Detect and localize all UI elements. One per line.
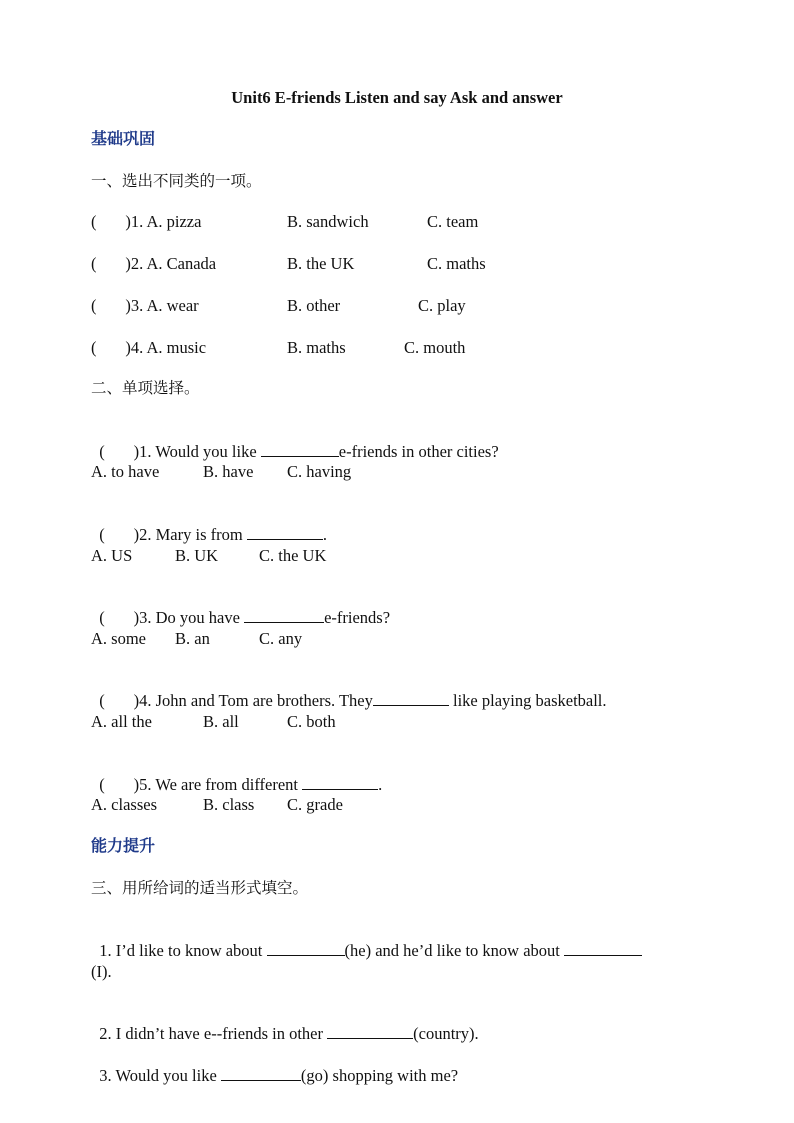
q4-option-c: C. both xyxy=(287,712,336,731)
item-number-option-a: ( )1. A. pizza xyxy=(91,212,202,231)
q2-option-b: B. UK xyxy=(175,546,219,565)
option-c: C. play xyxy=(418,296,466,315)
answer-blank[interactable] xyxy=(327,1023,413,1039)
question-text: ( )4. John and Tom are brothers. They xyxy=(99,691,373,710)
q1-option-b: B. have xyxy=(203,462,254,481)
question-text-end: e-friends? xyxy=(324,608,391,627)
part3-item-2 xyxy=(91,1003,479,1044)
option-c: C. maths xyxy=(427,254,486,273)
answer-blank[interactable] xyxy=(247,524,323,540)
q4-option-a: A. all the xyxy=(91,712,152,731)
q3-option-a: A. some xyxy=(91,629,146,648)
part2-question-1 xyxy=(91,421,499,462)
question-text-end: e-friends in other cities? xyxy=(338,442,499,461)
answer-blank[interactable] xyxy=(302,774,378,790)
section-heading-improve: 能力提升 xyxy=(91,836,156,855)
option-c: C. mouth xyxy=(404,338,466,357)
q3-option-c: C. any xyxy=(259,629,303,648)
question-text: ( )1. Would you like xyxy=(99,442,261,461)
question-text-end: . xyxy=(378,775,383,794)
part1-heading: 一、选出不同类的一项。 xyxy=(91,172,262,190)
q5-option-b: B. class xyxy=(203,795,255,814)
part2-question-5 xyxy=(91,754,382,795)
q1-option-c: C. having xyxy=(287,462,352,481)
item-text: 2. I didn’t have e--friends in other xyxy=(99,1024,328,1043)
part3-heading: 三、用所给词的适当形式填空。 xyxy=(91,879,309,897)
worksheet-title: Unit6 E-friends Listen and say Ask and answer xyxy=(231,88,563,107)
item-number-option-a: ( )3. A. wear xyxy=(91,296,199,315)
item-number-option-a: ( )2. A. Canada xyxy=(91,254,217,273)
option-c: C. team xyxy=(427,212,479,231)
item-text: 1. I’d like to know about xyxy=(99,941,267,960)
q2-option-c: C. the UK xyxy=(259,546,327,565)
option-b: B. sandwich xyxy=(287,212,369,231)
question-text-end: . xyxy=(322,525,327,544)
question-text-end: like playing basketball. xyxy=(448,691,607,710)
item-text-end: (country). xyxy=(413,1024,479,1043)
part2-question-3 xyxy=(91,587,390,628)
option-b: B. other xyxy=(287,296,341,315)
q1-option-a: A. to have xyxy=(91,462,160,481)
answer-blank[interactable] xyxy=(373,690,449,706)
option-b: B. maths xyxy=(287,338,346,357)
q3-option-b: B. an xyxy=(175,629,210,648)
item-text: 3. Would you like xyxy=(99,1066,221,1085)
part2-question-4 xyxy=(91,670,607,711)
part3-item-3 xyxy=(91,1045,458,1086)
question-text: ( )3. Do you have xyxy=(99,608,245,627)
item-text-end: (go) shopping with me? xyxy=(300,1066,459,1085)
answer-blank[interactable] xyxy=(244,607,324,623)
option-b: B. the UK xyxy=(287,254,355,273)
part2-heading: 二、单项选择。 xyxy=(91,379,200,397)
question-text: ( )2. Mary is from xyxy=(99,525,247,544)
part3-item-1 xyxy=(91,920,642,961)
question-text: ( )5. We are from different xyxy=(99,775,303,794)
q5-option-a: A. classes xyxy=(91,795,157,814)
answer-blank[interactable] xyxy=(564,940,642,956)
item-number-option-a: ( )4. A. music xyxy=(91,338,207,357)
item-text-mid: (he) and he’d like to know about xyxy=(344,941,564,960)
q2-option-a: A. US xyxy=(91,546,133,565)
section-heading-basic: 基础巩固 xyxy=(91,129,156,148)
q4-option-b: B. all xyxy=(203,712,239,731)
q5-option-c: C. grade xyxy=(287,795,343,814)
answer-blank[interactable] xyxy=(221,1065,301,1081)
part2-question-2 xyxy=(91,504,327,545)
part3-item-1-continued: (I). xyxy=(91,962,112,981)
answer-blank[interactable] xyxy=(267,940,345,956)
answer-blank[interactable] xyxy=(261,441,339,457)
